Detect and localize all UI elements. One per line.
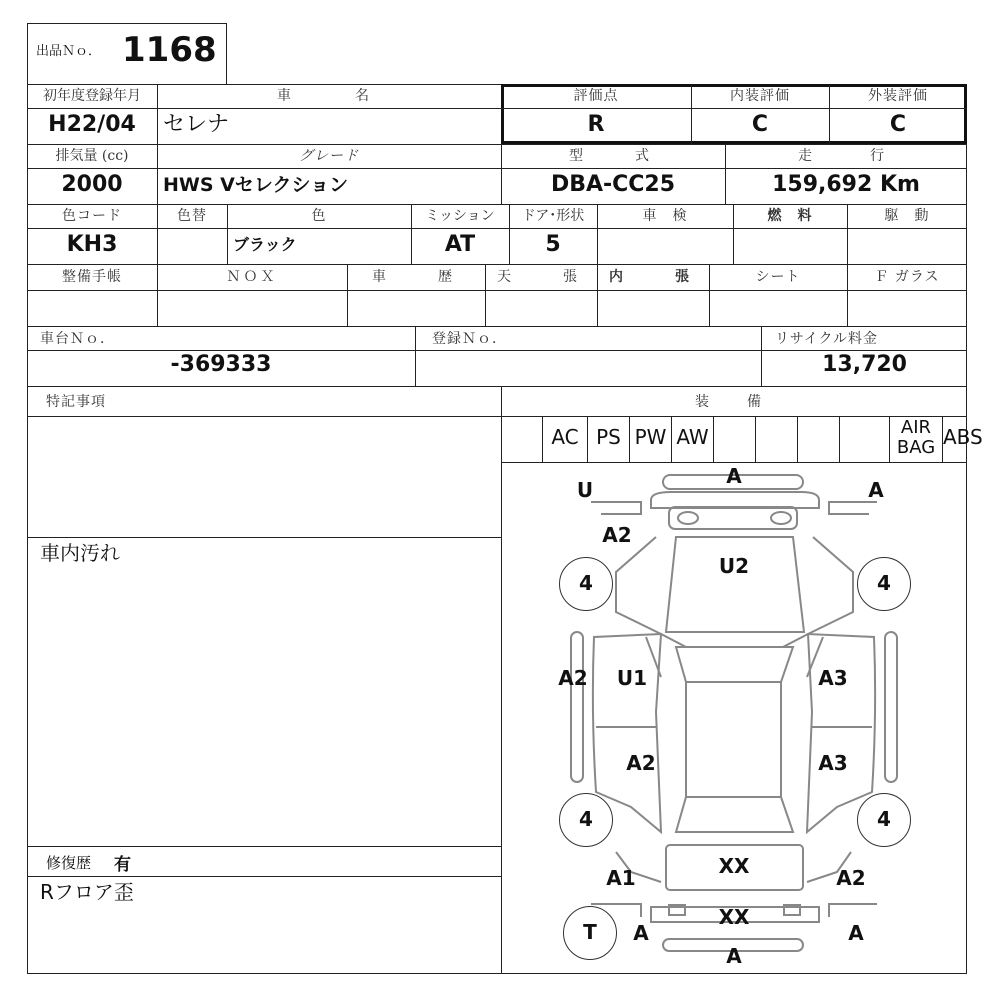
- model-value: DBA-CC25: [550, 172, 676, 197]
- grade-label: グレード: [299, 148, 359, 164]
- equipment-item: AIR BAG: [890, 416, 943, 462]
- equipment-item: PW: [630, 416, 672, 462]
- mark-left-front-fender: A2: [602, 523, 632, 547]
- equipment-item: ABS: [943, 425, 983, 449]
- grade-value: HWS Vセレクション: [163, 174, 349, 196]
- name-value: セレナ: [163, 112, 230, 137]
- mileage-value: 159,692 Km: [772, 172, 920, 197]
- tire-rear-left: 4: [559, 793, 613, 847]
- exterior-score-value: C: [889, 112, 907, 137]
- color-code-value: KH3: [66, 232, 118, 257]
- displacement-value: 2000: [61, 172, 123, 197]
- drive-label: 駆 動: [884, 208, 930, 224]
- spare-tire: T: [563, 906, 617, 960]
- interior-trim-label: 内 張: [609, 269, 697, 285]
- repair-notes-text: Rフロア歪: [40, 880, 134, 904]
- equipment-item: AW: [672, 416, 714, 462]
- mark-left-rear-quarter: A1: [606, 866, 636, 890]
- name-label: 車 名: [277, 88, 381, 104]
- special-notes-label: 特記事項: [46, 394, 106, 410]
- score-label: 評価点: [573, 88, 619, 104]
- lot-number: 1168: [122, 30, 217, 70]
- reg-value: H22/04: [48, 112, 136, 137]
- maintenance-book-label: 整備手帳: [62, 269, 122, 285]
- tire-front-left: 4: [559, 557, 613, 611]
- mark-left-pillar: A2: [558, 666, 588, 690]
- mark-right-front-door: A3: [818, 666, 848, 690]
- tire-front-right: 4: [857, 557, 911, 611]
- displacement-label: 排気量 (cc): [55, 148, 129, 164]
- equipment-item: [756, 416, 798, 462]
- equipment-item: [798, 416, 840, 462]
- mark-front-right-corner: A: [868, 478, 884, 502]
- door-label: ドア･形状: [521, 208, 585, 224]
- front-glass-label: Ｆ ガラス: [874, 269, 940, 285]
- equipment-item: [501, 416, 543, 462]
- fuel-label: 燃 料: [767, 208, 813, 224]
- mark-trunk: XX: [718, 854, 750, 878]
- mark-rear-right: A: [848, 921, 864, 945]
- roof-lining-label: 天 張: [497, 269, 585, 285]
- mark-hood: U2: [718, 554, 750, 578]
- equipment-item: AC: [543, 416, 588, 462]
- registration-no-label: 登録Ｎｏ．: [432, 331, 507, 347]
- equipment-item: PS: [588, 416, 630, 462]
- chassis-no-value: -369333: [170, 352, 272, 377]
- model-label: 型 式: [569, 148, 657, 164]
- mileage-label: 走 行: [798, 148, 894, 164]
- mark-right-rear-quarter: A2: [836, 866, 866, 890]
- exterior-score-label: 外装評価: [868, 88, 928, 104]
- mark-rear-bumper: A: [726, 944, 742, 968]
- special-notes-text: 車内汚れ: [40, 541, 120, 565]
- mark-front-left-corner: U: [576, 478, 594, 502]
- tire-rear-right: 4: [857, 793, 911, 847]
- interior-score-value: C: [751, 112, 769, 137]
- mark-rear-left: A: [633, 921, 649, 945]
- chassis-no-label: 車台Ｎｏ．: [40, 331, 115, 347]
- recycle-fee-value: 13,720: [822, 352, 907, 377]
- repair-history-value: 有: [114, 855, 131, 875]
- color-code-label: 色コード: [62, 208, 122, 224]
- equipment-item: [714, 416, 756, 462]
- history-label: 車 歴: [372, 269, 460, 285]
- mark-front-bumper: A: [726, 464, 742, 488]
- recycle-fee-label: リサイクル料金: [775, 331, 879, 347]
- lot-label: 出品Ｎｏ．: [36, 44, 102, 59]
- mark-right-rear-door: A3: [818, 751, 848, 775]
- equipment-item: [840, 416, 890, 462]
- seat-label: シート: [755, 269, 801, 285]
- mark-left-rear-door: A2: [626, 751, 656, 775]
- car-diagram: [501, 462, 967, 974]
- repaint-label: 色替: [177, 208, 207, 224]
- color-label: 色: [311, 208, 327, 224]
- mission-label: ミッション: [425, 208, 495, 224]
- inspection-label: 車 検: [642, 208, 688, 224]
- color-value: ブラック: [233, 235, 297, 254]
- door-value: 5: [545, 232, 561, 257]
- repair-history-label: 修復歴: [46, 854, 92, 872]
- mission-value: AT: [444, 232, 476, 257]
- equipment-label: 装 備: [695, 394, 773, 410]
- interior-score-label: 内装評価: [730, 88, 790, 104]
- score-value: R: [587, 112, 605, 137]
- mark-roof-left: U1: [616, 666, 648, 690]
- nox-label: ＮＯＸ: [226, 269, 278, 285]
- mark-rear-panel: XX: [718, 905, 750, 929]
- reg-label: 初年度登録年月: [43, 88, 141, 104]
